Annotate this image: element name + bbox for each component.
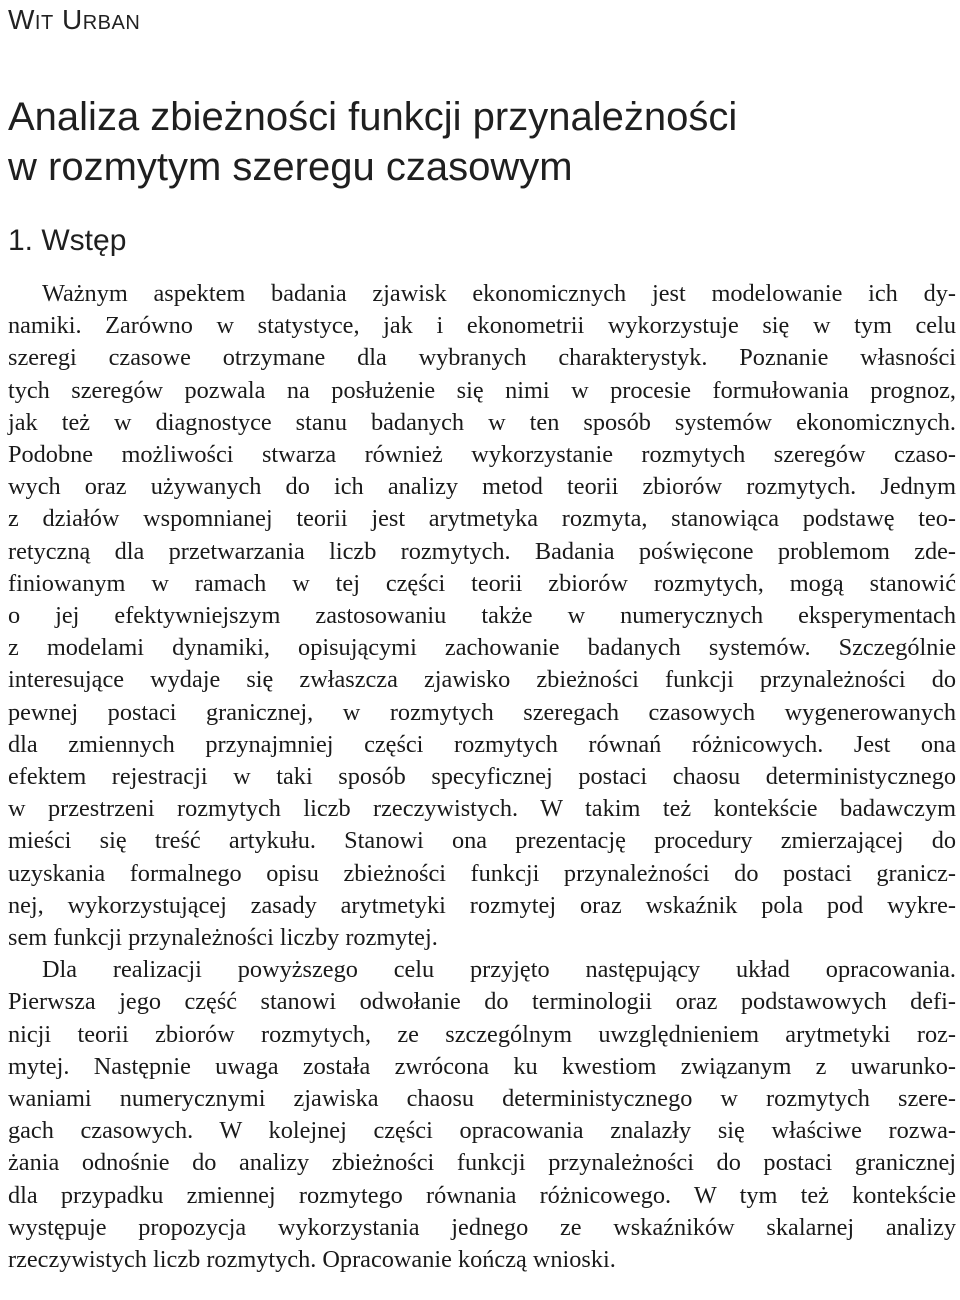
- text-line: z modelami dynamiki, opisującymi zachowanie badanych systemów. Szczególnie: [8, 634, 956, 662]
- text-line: retyczną dla przetwarzania liczb rozmytych. Badania poświęcone problemom zde-: [8, 537, 956, 565]
- text-line: żania odnośnie do analizy zbieżności funkcji przynależności do postaci granicznej: [8, 1149, 956, 1177]
- text-line: Pierwsza jego część stanowi odwołanie do terminologii oraz podstawowych defi-: [8, 988, 956, 1016]
- paragraph-2: [8, 954, 956, 1276]
- text-line: rzeczywistych liczb rozmytych. Opracowanie kończą wnioski.: [8, 1246, 616, 1274]
- text-line: uzyskania formalnego opisu zbieżności funkcji przynależności do postaci granicz-: [8, 859, 956, 887]
- text-line: wych oraz używanych do ich analizy metod teorii zbiorów rozmytych. Jednym: [8, 473, 956, 501]
- text-line: mieści się treść artykułu. Stanowi ona prezentację procedury zmierzającej do: [8, 827, 956, 855]
- section-heading: 1. Wstęp: [8, 224, 127, 257]
- text-line: dla zmiennych przynajmniej części rozmytych równań różnicowych. Jest ona: [8, 730, 956, 758]
- text-line: namiki. Zarówno w statystyce, jak i ekonometrii wykorzystuje się w tym celu: [8, 312, 956, 340]
- text-line: mytej. Następnie uwaga została zwrócona ku kwestiom związanym z uwarunko-: [8, 1052, 956, 1080]
- text-line: interesujące wydaje się zwłaszcza zjawisko zbieżności funkcji przynależności do: [8, 666, 956, 694]
- author-name: Wit Urban: [8, 4, 141, 35]
- text-line: szeregi czasowe otrzymane dla wybranych charakterystyk. Poznanie własności: [8, 344, 956, 372]
- text-line: nicji teorii zbiorów rozmytych, ze szczególnym uwzględnieniem arytmetyki roz-: [8, 1020, 956, 1048]
- text-line: o jej efektywniejszym zastosowaniu także w numerycznych eksperymentach: [8, 602, 956, 630]
- text-line: efektem rejestracji w taki sposób specyficznej postaci chaosu deterministycznego: [8, 763, 956, 791]
- text-line: tych szeregów pozwala na posłużenie się nimi w procesie formułowania prognoz,: [8, 376, 956, 404]
- paper-title-line-2: w rozmytym szeregu czasowym: [8, 145, 573, 189]
- text-line: jak też w diagnostyce stanu badanych w ten sposób systemów ekonomicznych.: [8, 408, 956, 436]
- text-line: Ważnym aspektem badania zjawisk ekonomicznych jest modelowanie ich dy-: [42, 280, 956, 307]
- paragraph-1: [8, 278, 956, 954]
- text-line: pewnej postaci granicznej, w rozmytych szeregach czasowych wygenerowanych: [8, 698, 956, 726]
- text-line: z działów wspomnianej teorii jest arytmetyka rozmyta, stanowiąca podstawę teo-: [8, 505, 956, 533]
- text-line: gach czasowych. W kolejnej części opracowania znalazły się właściwe rozwa-: [8, 1117, 956, 1145]
- text-line: w przestrzeni rozmytych liczb rzeczywistych. W takim też kontekście badawczym: [8, 795, 956, 823]
- text-line: Dla realizacji powyższego celu przyjęto następujący układ opracowania.: [42, 956, 956, 984]
- text-line: występuje propozycja wykorzystania jednego ze wskaźników skalarnej analizy: [8, 1213, 956, 1241]
- text-line: finiowanym w ramach w tej części teorii zbiorów rozmytych, mogą stanowić: [8, 569, 956, 597]
- paper-title: [8, 92, 948, 192]
- paper-title-line-1: Analiza zbieżności funkcji przynależności: [8, 95, 738, 139]
- body-text: [8, 278, 956, 1276]
- text-line: waniami numerycznymi zjawiska chaosu deterministycznego w rozmytych szere-: [8, 1085, 956, 1113]
- text-line: Podobne możliwości stwarza również wykorzystanie rozmytych szeregów czaso-: [8, 441, 956, 469]
- text-line: nej, wykorzystującej zasady arytmetyki rozmytej oraz wskaźnik pola pod wykre-: [8, 891, 956, 919]
- text-line: dla przypadku zmiennej rozmytego równania różnicowego. W tym też kontekście: [8, 1181, 956, 1209]
- text-line: sem funkcji przynależności liczby rozmytej.: [8, 924, 438, 952]
